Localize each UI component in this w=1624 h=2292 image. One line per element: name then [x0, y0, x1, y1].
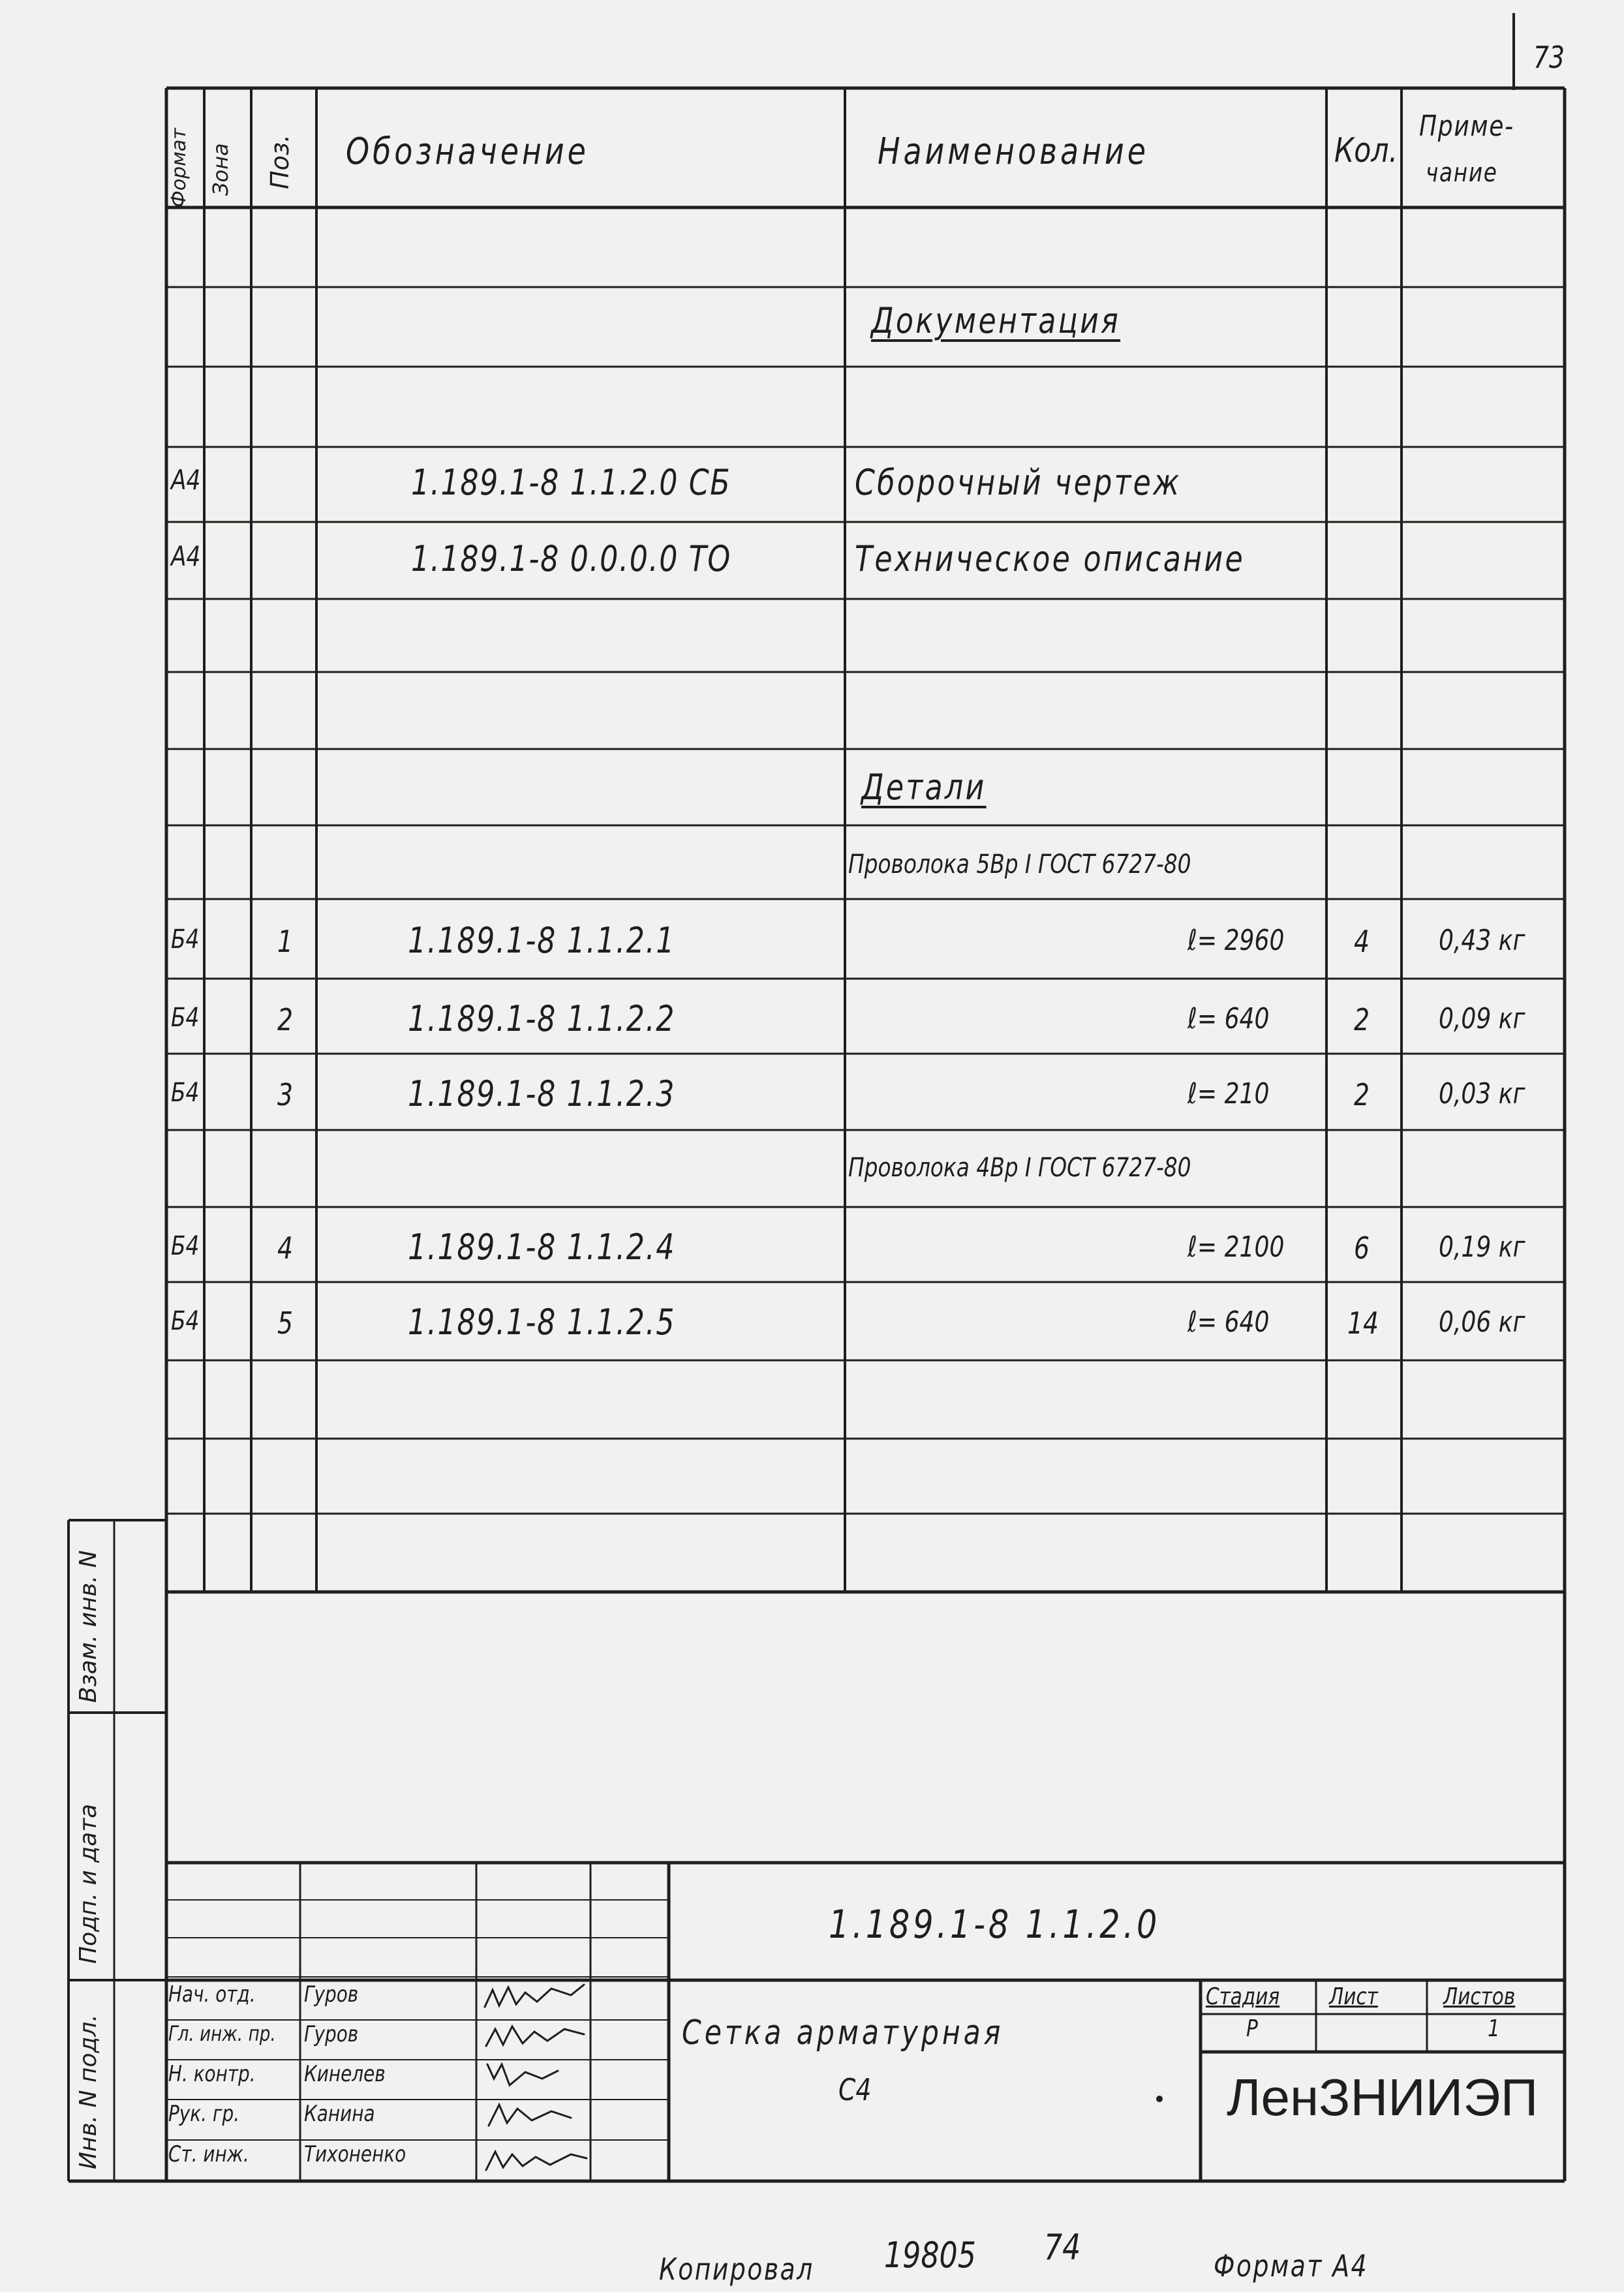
dot-mark: [1156, 2096, 1163, 2102]
row-11-designation: 1.189.1-8 1.1.2.2: [408, 998, 676, 1039]
title-line-1: Сетка арматурная: [682, 2013, 1004, 2053]
row-10-format: Б4: [171, 924, 200, 955]
section-documentation: Документация: [871, 300, 1121, 341]
header-designation: Обозначение: [346, 130, 589, 173]
page-number: 73: [1533, 40, 1565, 75]
footer-copied-number: 19805: [884, 2235, 976, 2276]
header-pos: Поз.: [266, 134, 294, 189]
row-12-designation: 1.189.1-8 1.1.2.3: [408, 1073, 676, 1114]
sheets-value: 1: [1488, 2015, 1500, 2042]
row-10-note: 0,43 кг: [1439, 924, 1525, 957]
row-15-qty: 14: [1347, 1306, 1379, 1341]
row-15-designation: 1.189.1-8 1.1.2.5: [408, 1302, 676, 1343]
row-13-name: Проволока 4Вр I ГОСТ 6727-80: [848, 1153, 1191, 1183]
header-note-line2: чание: [1426, 158, 1498, 188]
signature-1: [485, 1985, 584, 2007]
row-9-name: Проволока 5Вр I ГОСТ 6727-80: [848, 849, 1191, 879]
row-15-pos: 5: [277, 1306, 294, 1341]
signature-5: [486, 2152, 587, 2170]
row-14-format: Б4: [171, 1231, 200, 1261]
person-name-5: Тихоненко: [304, 2141, 406, 2167]
row-12-qty: 2: [1354, 1077, 1370, 1112]
row-14-note: 0,19 кг: [1439, 1230, 1525, 1264]
row-5-name: Техническое описание: [855, 538, 1245, 579]
person-role-3: Н. контр.: [168, 2061, 256, 2087]
person-name-2: Гуров: [304, 2021, 359, 2047]
person-role-5: Ст. инж.: [168, 2141, 249, 2167]
sheet-label: Лист: [1329, 1983, 1378, 2010]
row-15-name: ℓ= 640: [1187, 1306, 1270, 1339]
stage-label: Стадия: [1206, 1983, 1280, 2010]
row-10-qty: 4: [1354, 924, 1370, 959]
row-4-name: Сборочный чертеж: [855, 462, 1182, 503]
row-15-format: Б4: [171, 1306, 200, 1336]
title-doc-code: 1.189.1-8 1.1.2.0: [829, 1902, 1161, 1948]
signatures: [480, 1981, 589, 2180]
footer-copied-sheet: 74: [1044, 2227, 1081, 2268]
row-11-qty: 2: [1354, 1002, 1370, 1037]
person-name-1: Гуров: [304, 1981, 359, 2008]
signature-2: [486, 2026, 584, 2046]
person-name-3: Кинелев: [304, 2061, 386, 2087]
row-11-format: Б4: [171, 1003, 200, 1033]
signature-4: [489, 2105, 571, 2126]
title-line-2: С4: [838, 2072, 872, 2107]
row-5-designation: 1.189.1-8 0.0.0.0 ТО: [411, 538, 731, 579]
side-sign-date: Подп. и дата: [75, 1803, 102, 1964]
row-12-format: Б4: [171, 1078, 200, 1108]
row-10-pos: 1: [277, 924, 294, 959]
row-4-designation: 1.189.1-8 1.1.2.0 СБ: [411, 462, 731, 503]
row-14-qty: 6: [1354, 1230, 1370, 1266]
signature-3: [487, 2064, 558, 2085]
row-11-note: 0,09 кг: [1439, 1002, 1525, 1035]
header-name: Наименование: [878, 130, 1149, 173]
row-14-pos: 4: [277, 1230, 294, 1266]
row-12-name: ℓ= 210: [1187, 1077, 1270, 1110]
stage-value: Р: [1246, 2015, 1258, 2042]
person-name-4: Канина: [304, 2101, 375, 2127]
row-11-pos: 2: [277, 1002, 294, 1037]
person-role-4: Рук. гр.: [168, 2101, 240, 2127]
organization-name: ЛенЗНИИЭП: [1227, 2068, 1539, 2126]
section-details: Детали: [861, 767, 987, 808]
row-4-format: А4: [171, 464, 201, 496]
row-10-name: ℓ= 2960: [1187, 924, 1285, 957]
header-zone: Зона: [208, 143, 233, 196]
row-10-designation: 1.189.1-8 1.1.2.1: [408, 920, 676, 961]
header-format: Формат: [168, 128, 191, 207]
row-15-note: 0,06 кг: [1439, 1306, 1525, 1339]
row-12-pos: 3: [277, 1077, 294, 1112]
side-inv-orig: Инв. N подл.: [75, 2014, 102, 2169]
footer-format: Формат А4: [1214, 2248, 1368, 2284]
side-replace-inv: Взам. инв. N: [75, 1550, 102, 1703]
header-qty: Кол.: [1334, 131, 1398, 170]
row-14-name: ℓ= 2100: [1187, 1230, 1285, 1264]
header-note-line1: Приме-: [1419, 110, 1514, 143]
row-11-name: ℓ= 640: [1187, 1002, 1270, 1035]
person-role-2: Гл. инж. пр.: [168, 2021, 276, 2046]
footer-copied-label: Копировал: [659, 2252, 814, 2287]
row-14-designation: 1.189.1-8 1.1.2.4: [408, 1227, 676, 1268]
row-12-note: 0,03 кг: [1439, 1077, 1525, 1110]
row-5-format: А4: [171, 540, 201, 572]
sheets-label: Листов: [1443, 1983, 1516, 2010]
person-role-1: Нач. отд.: [168, 1981, 256, 2008]
